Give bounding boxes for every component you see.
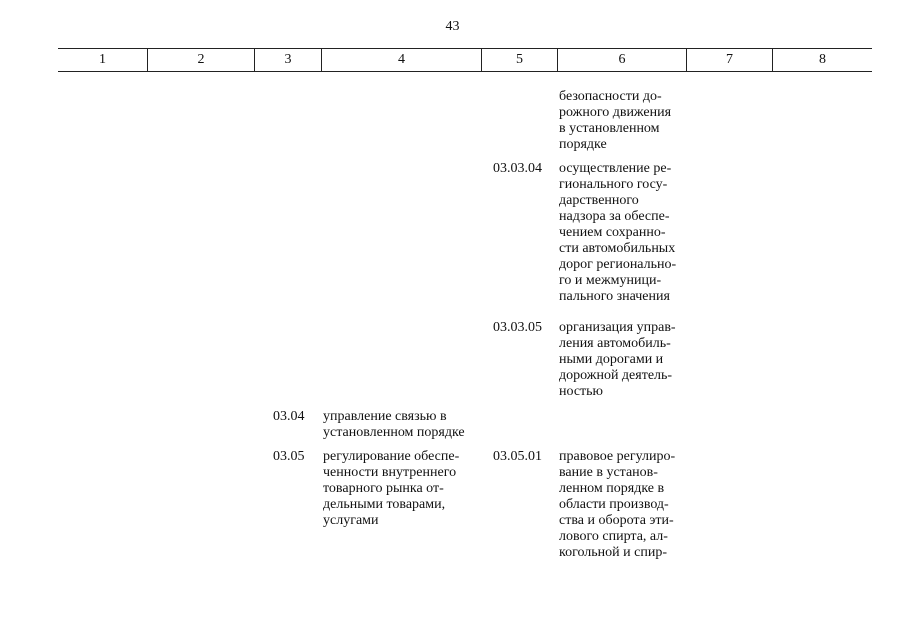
table-cell-col6: правовое регулиро- вание в установ- ленном порядке в области производ- ства и оборота эти- лового спирта, ал- когольной и спир- xyxy=(559,449,676,560)
header-col-7: 7 xyxy=(687,49,773,71)
table-cell-col5-code: 03.03.04 xyxy=(493,161,542,176)
table-cell-col6: организация управ- ления автомобиль- ными дорогами и дорожной деятель- ностью xyxy=(559,320,676,399)
table-cell-col4: регулирование обеспе- ченности внутреннего товарного рынка от- дельными товарами, услугами xyxy=(323,449,460,528)
table-cell-col5-code: 03.05.01 xyxy=(493,449,542,464)
header-col-2: 2 xyxy=(148,49,255,71)
table-cell-col6: осуществление ре- гионального госу- дарственного надзора за обеспе- чением сохранно- сти автомобильных дорог регионально- го и межмуници- пального значения xyxy=(559,161,677,304)
table-cell-col3-code: 03.05 xyxy=(273,449,305,464)
header-col-3: 3 xyxy=(255,49,322,71)
table-cell-col3-code: 03.04 xyxy=(273,409,305,424)
page-number: 43 xyxy=(445,19,460,34)
header-col-4: 4 xyxy=(322,49,482,71)
table-cell-col4: управление связью в установленном порядке xyxy=(323,409,465,440)
header-col-8: 8 xyxy=(819,52,826,67)
table-cell-col5-code: 03.03.05 xyxy=(493,320,542,335)
header-col-1: 1 xyxy=(58,49,148,71)
table-header-row xyxy=(58,48,872,72)
table-cell-col6: безопасности до- рожного движения в установленном порядке xyxy=(559,89,672,152)
header-col-6: 6 xyxy=(558,49,687,71)
header-col-5: 5 xyxy=(482,49,558,71)
